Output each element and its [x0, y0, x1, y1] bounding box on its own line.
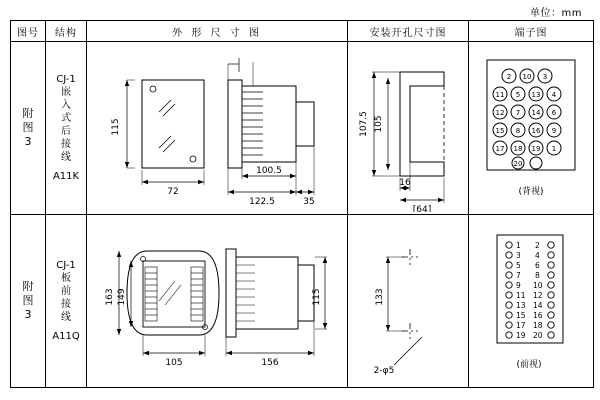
- svg-text:6: 6: [551, 109, 557, 117]
- dimension-table: [10, 20, 594, 388]
- header-fig-no: 图号: [11, 21, 46, 42]
- cutout-svg-1: [348, 42, 466, 212]
- svg-text:13: 13: [516, 301, 526, 310]
- svg-text:17: 17: [516, 321, 526, 330]
- svg-text:2: 2: [535, 241, 540, 250]
- svg-text:11: 11: [516, 291, 526, 300]
- structure-line: 板: [61, 273, 71, 284]
- outline-drawing-2: [87, 215, 348, 388]
- svg-text:16: 16: [531, 127, 541, 135]
- structure-model: CJ-1: [56, 260, 76, 271]
- structure-line: 接: [61, 299, 71, 310]
- svg-text:4: 4: [535, 251, 540, 260]
- cutout-drawing-1: [348, 42, 469, 215]
- structure-cell-2: [46, 215, 87, 388]
- header-terminal-drawing: 端子图: [469, 21, 594, 42]
- structure-line: 线: [61, 152, 71, 163]
- structure-line: 接: [61, 139, 71, 150]
- table-row: [11, 42, 594, 215]
- fig-no-char: 图: [22, 294, 34, 307]
- terminal-svg-2: [469, 215, 591, 385]
- structure-model: CJ-1: [56, 74, 76, 85]
- svg-text:6: 6: [535, 261, 540, 270]
- header-structure: 结构: [46, 21, 87, 42]
- svg-text:8: 8: [535, 271, 540, 280]
- fig-no-char: 附: [22, 107, 34, 120]
- dim-length-122-5: 122.5: [249, 197, 275, 207]
- dim-tail-35: 35: [303, 197, 315, 207]
- outline-svg-2: [87, 215, 345, 385]
- svg-text:3: 3: [542, 73, 548, 81]
- svg-text:15: 15: [516, 311, 526, 320]
- svg-text:16: 16: [533, 311, 543, 320]
- svg-text:5: 5: [515, 91, 521, 99]
- structure-line: 入: [61, 100, 71, 111]
- dim-depth-72: 72: [167, 187, 179, 197]
- table-header-row: [11, 21, 594, 42]
- structure-line: 线: [61, 312, 71, 323]
- dim-width-16: 16: [399, 178, 411, 188]
- svg-text:13: 13: [531, 91, 541, 99]
- unit-note: 单位：mm: [530, 8, 582, 19]
- svg-text:1: 1: [551, 145, 557, 153]
- svg-text:8: 8: [515, 127, 521, 135]
- svg-text:18: 18: [513, 145, 523, 153]
- dim-side-115: 115: [312, 288, 322, 306]
- svg-text:11: 11: [495, 91, 505, 99]
- svg-text:17: 17: [495, 145, 505, 153]
- terminal-drawing-1: [469, 42, 594, 215]
- structure-line: 式: [61, 113, 71, 124]
- dim-outer-107-5: 107.5: [359, 111, 369, 137]
- fig-no-cell-1: [11, 42, 46, 215]
- svg-text:14: 14: [533, 301, 543, 310]
- svg-text:10: 10: [522, 73, 532, 81]
- fig-no-char: 附: [22, 280, 34, 293]
- svg-text:12: 12: [533, 291, 543, 300]
- dim-width-105: 105: [165, 358, 183, 368]
- svg-text:3: 3: [516, 251, 521, 260]
- dim-height-163: 163: [105, 288, 115, 306]
- fig-no-cell-2: [11, 215, 46, 388]
- structure-line: 前: [61, 286, 71, 297]
- terminal-drawing-2: [469, 215, 594, 388]
- svg-text:9: 9: [551, 127, 557, 135]
- svg-text:15: 15: [495, 127, 505, 135]
- svg-text:10: 10: [533, 281, 543, 290]
- svg-text:5: 5: [516, 261, 521, 270]
- outline-svg-1: [87, 42, 345, 212]
- svg-text:7: 7: [515, 109, 521, 117]
- svg-text:18: 18: [533, 321, 543, 330]
- svg-text:14: 14: [531, 109, 541, 117]
- structure-cell-1: [46, 42, 87, 215]
- table-row: [11, 215, 594, 388]
- hole-note-2-phi5: 2-φ5: [373, 366, 395, 376]
- dim-height-149: 149: [117, 288, 127, 306]
- svg-text:20: 20: [533, 331, 543, 340]
- dim-length-100-5: 100.5: [256, 166, 282, 176]
- cutout-svg-2: [348, 215, 466, 385]
- header-cutout-drawing: 安装开孔尺寸图: [348, 21, 469, 42]
- fig-no-char: 3: [24, 308, 32, 321]
- svg-text:4: 4: [551, 91, 557, 99]
- svg-text:1: 1: [516, 241, 521, 250]
- dim-center-133: 133: [375, 288, 385, 306]
- dim-length-156: 156: [261, 358, 279, 368]
- outline-drawing-1: [87, 42, 348, 215]
- structure-line: 嵌: [61, 87, 71, 98]
- svg-text:19: 19: [516, 331, 526, 340]
- dim-inner-105: 105: [374, 115, 384, 133]
- dim-bracket-64: [64]: [412, 205, 432, 212]
- svg-text:19: 19: [531, 145, 541, 153]
- terminal-view-label-1: (背视): [518, 187, 544, 197]
- cutout-drawing-2: [348, 215, 469, 388]
- svg-text:20: 20: [513, 160, 523, 168]
- structure-code: A11Q: [52, 331, 80, 342]
- svg-text:9: 9: [516, 281, 521, 290]
- fig-no-char: 图: [22, 121, 34, 134]
- dim-height-115: 115: [111, 118, 121, 136]
- structure-code: A11K: [52, 171, 80, 182]
- structure-line: 后: [61, 126, 71, 137]
- svg-text:2: 2: [506, 73, 512, 81]
- svg-text:12: 12: [495, 109, 505, 117]
- fig-no-char: 3: [24, 135, 32, 148]
- terminal-svg-1: [469, 42, 591, 212]
- terminal-view-label-2: (前视): [516, 360, 542, 370]
- header-outline-drawing: 外 形 尺 寸 图: [87, 21, 348, 42]
- svg-text:7: 7: [516, 271, 521, 280]
